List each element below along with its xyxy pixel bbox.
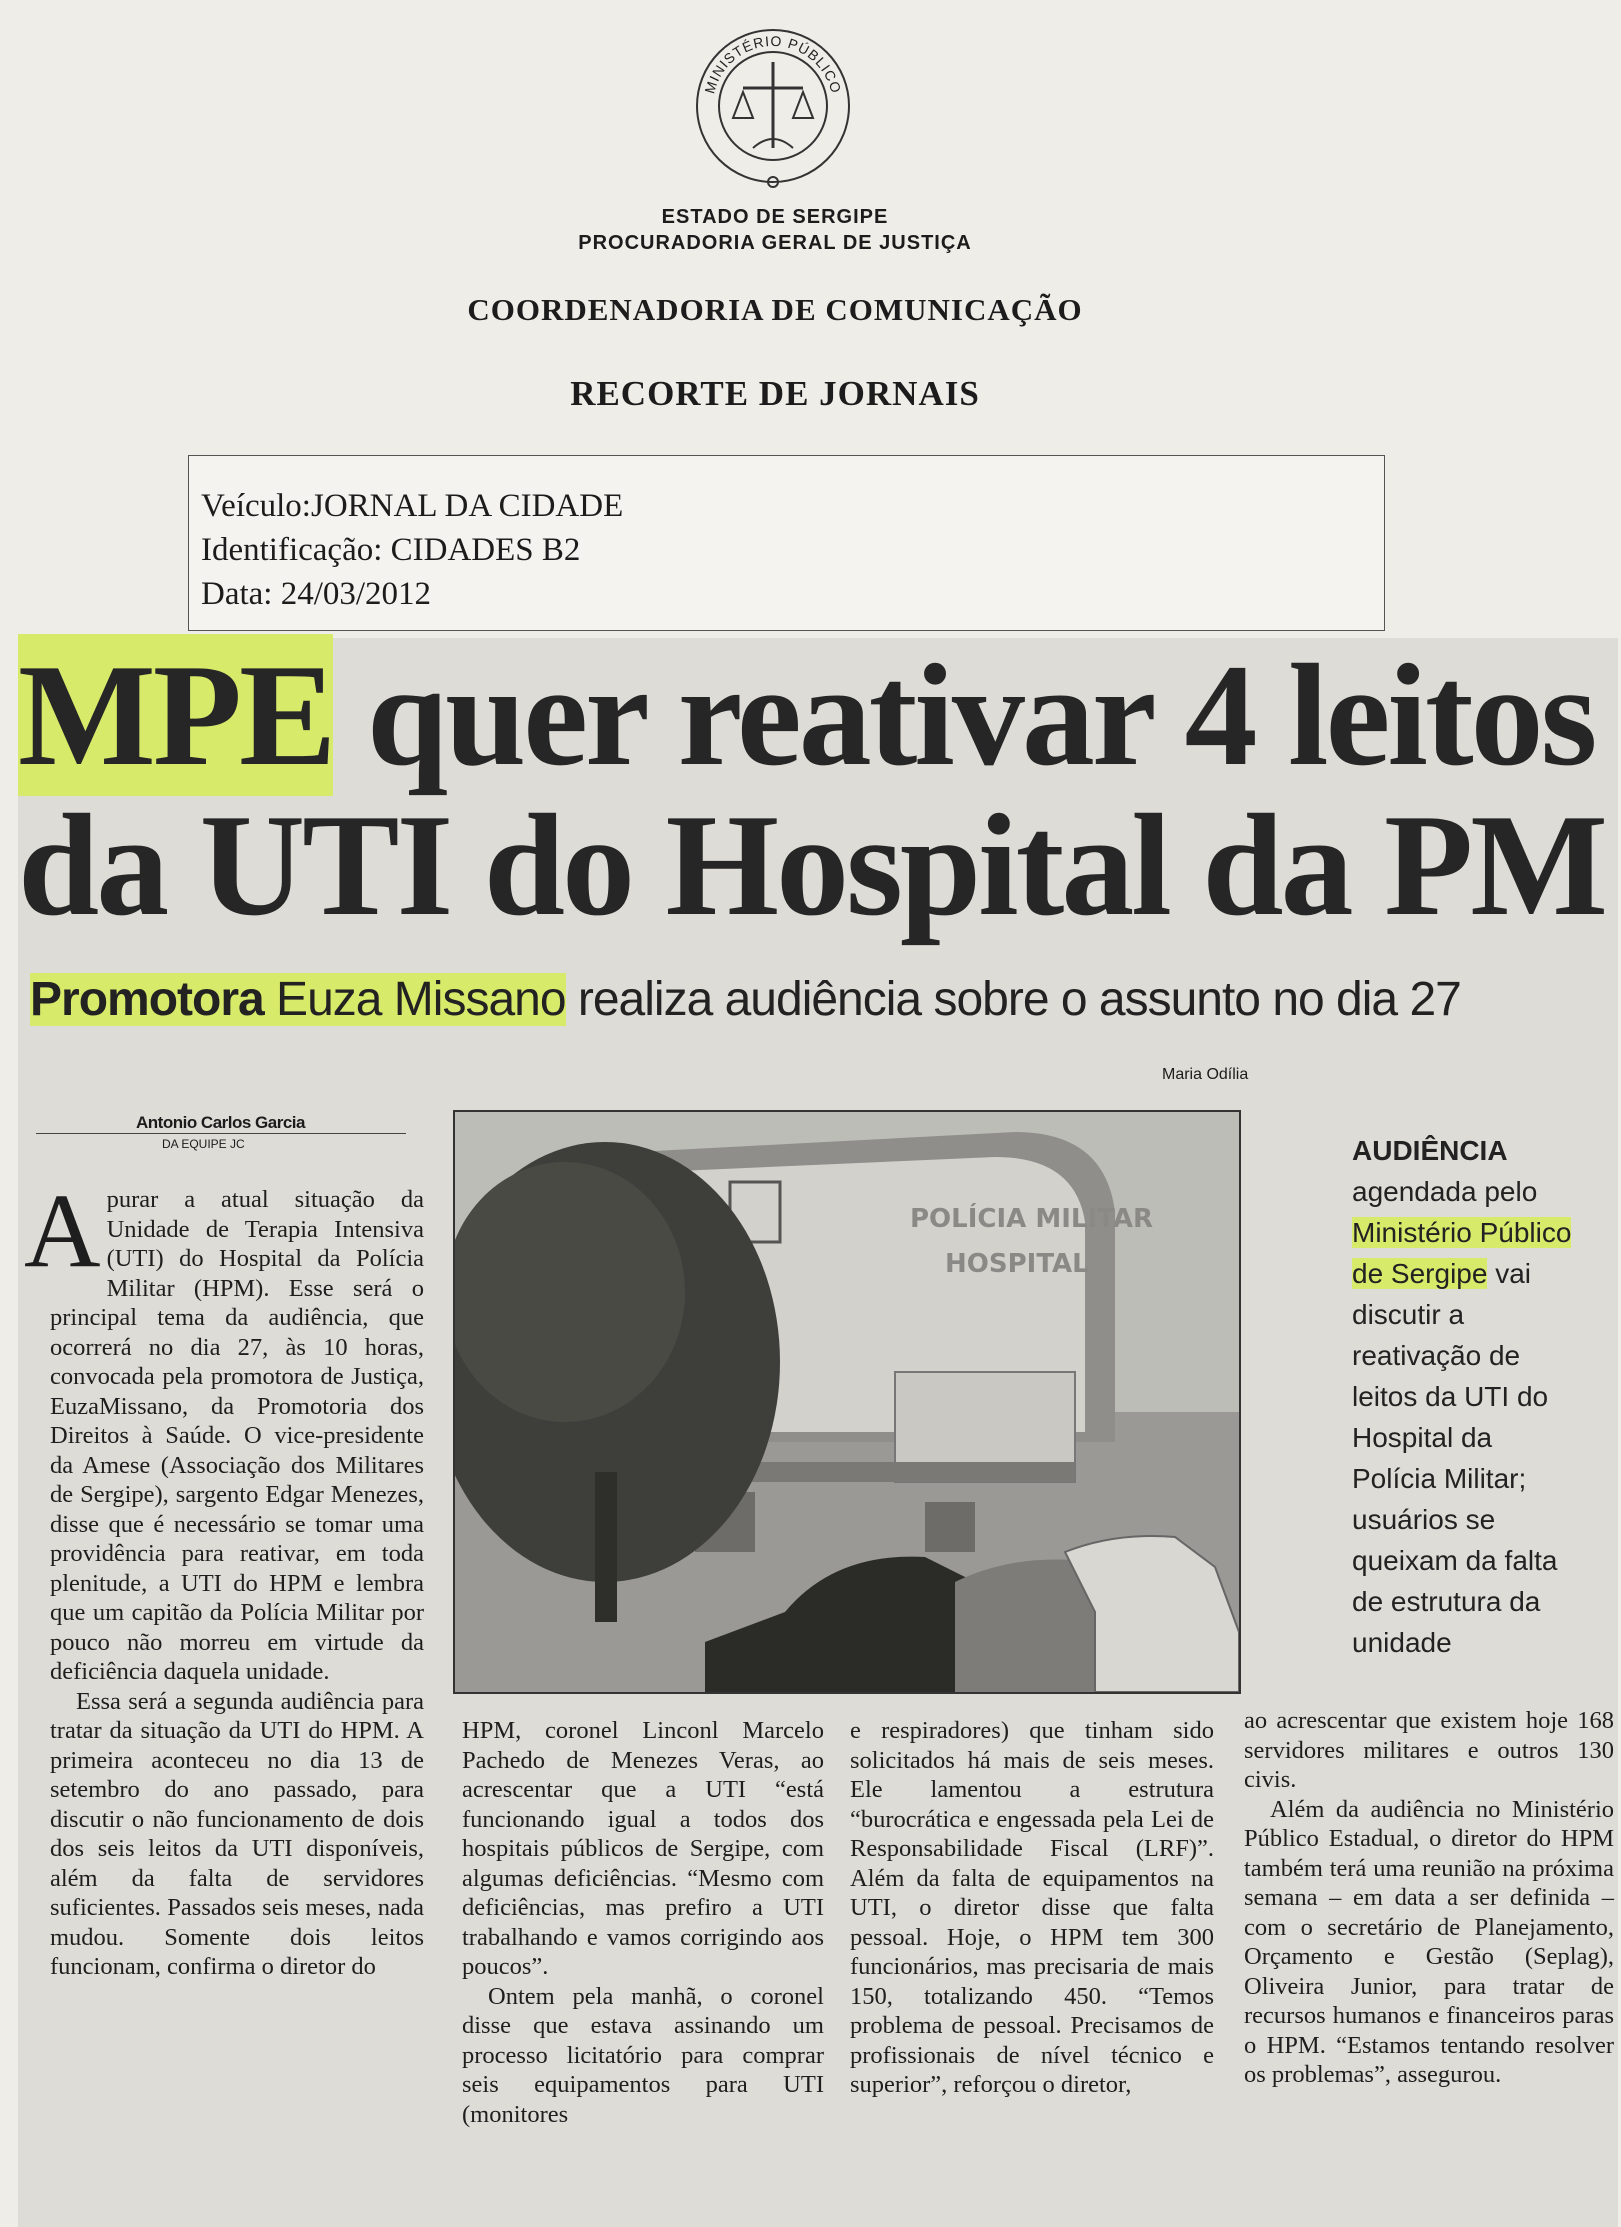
subhead-bold: Promotora bbox=[30, 973, 264, 1026]
caption-highlight: Ministério Público de Sergipe bbox=[1352, 1217, 1572, 1289]
caption-text-b: vai discutir a reativação de leitos da UTI do Hospital da Polícia Militar; usuários se queixam da falta de estrutura da unidade bbox=[1352, 1258, 1558, 1658]
article-column-1 bbox=[24, 1172, 424, 1982]
hospital-photo bbox=[453, 1110, 1241, 1694]
headline-line-1 bbox=[18, 634, 1595, 796]
paragraph: Essa será a segunda audiência para tratar da situação da UTI do HPM. A primeira aconteceu no dia 13 de setembro do ano passado, para discutir o não funcionamento de dois dos seis leitos da UTI disponíveis, além da falta de servidores suficientes. Passados seis meses, nada mudou. Somente dois leitos funcionam, confirma o diretor do bbox=[50, 1687, 424, 1980]
subhead-name: Euza Missano bbox=[276, 973, 566, 1026]
paragraph: e respiradores) que tinham sido solicitados há mais de seis meses. Ele lamentou a estrutura “burocrática e engessada pela Lei de Responsabilidade Fiscal (LRF)”. Além da falta de equipamentos na UTI, o diretor disse que falta pessoal. Hoje, o HPM tem 300 funcionários, mas precisaria de mais 150, totalizando 450. “Temos problema de pessoal. Precisamos de profissionais de nível técnico e superior”, reforçou o diretor, bbox=[850, 1717, 1214, 2098]
paragraph: HPM, coronel Linconl Marcelo Pachedo de Menezes Veras, ao acrescentar que a UTI “está funcionando igual a todos dos hospitais públicos de Sergipe, com algumas deficiências. “Mesmo com deficiências, mas prefiro a UTI trabalhando e vamos corrigindo aos poucos”. bbox=[462, 1717, 824, 1980]
header-state: ESTADO DE SERGIPE bbox=[661, 206, 889, 228]
paragraph: ao acrescentar que existem hoje 168 servidores militares e outros 130 civis. bbox=[1244, 1707, 1614, 1793]
article-column-3 bbox=[850, 1716, 1214, 2100]
subhead-rest: realiza audiência sobre o assunto no dia 27 bbox=[565, 973, 1461, 1026]
header-coordenadoria: COORDENADORIA DE COMUNICAÇÃO bbox=[467, 292, 1083, 327]
caption-text-a: agendada pelo bbox=[1352, 1176, 1538, 1207]
header-recorte: RECORTE DE JORNAIS bbox=[570, 374, 980, 413]
clipping-meta-box bbox=[188, 455, 1385, 631]
photo-caption bbox=[1352, 1130, 1582, 1663]
headline-rest: quer reativar 4 leitos bbox=[333, 634, 1595, 796]
meta-identificacao: Identificação: CIDADES B2 bbox=[201, 532, 581, 568]
byline-team: DA EQUIPE JC bbox=[162, 1137, 245, 1151]
byline-rule bbox=[36, 1133, 406, 1134]
paragraph-text: purar a atual situação da Unidade de Terapia Intensiva (UTI) do Hospital da Polícia Militar (HPM). Esse será o principal tema da audiência, que ocorrerá no dia 27, às 10 horas, convocada pela promotora de Justiça, EuzaMissano, da Promotoria dos Direitos à Saúde. O vice-presidente da Amese (Associação dos Militares de Sergipe), sargento Edgar Menezes, disse que é necessário se tomar uma providência para reativar, em toda plenitude, a UTI do HPM e lembra que um capitão da Polícia Militar por pouco não morreu em virtude da deficiência daquela unidade. bbox=[50, 1186, 424, 1685]
subheadline bbox=[30, 972, 1461, 1027]
meta-data: Data: 24/03/2012 bbox=[201, 576, 432, 612]
article-column-4 bbox=[1244, 1706, 1614, 2090]
drop-cap: A bbox=[24, 1172, 101, 1289]
photo-credit: Maria Odília bbox=[1162, 1066, 1249, 1083]
svg-text:MINISTÉRIO PÚBLICO: MINISTÉRIO PÚBLICO bbox=[701, 32, 845, 96]
meta-veiculo: Veículo:JORNAL DA CIDADE bbox=[201, 488, 624, 524]
ministerio-publico-seal bbox=[693, 18, 853, 188]
paragraph bbox=[24, 1172, 424, 1687]
caption-title: AUDIÊNCIA bbox=[1352, 1135, 1508, 1166]
headline-highlight: MPE bbox=[18, 634, 334, 796]
byline: Antonio Carlos Garcia bbox=[136, 1113, 305, 1132]
photo-sign-1: POLÍCIA MILITAR bbox=[910, 1204, 1153, 1234]
photo-sign-2: HOSPITAL bbox=[945, 1249, 1089, 1279]
article-column-2 bbox=[462, 1716, 824, 2129]
paragraph: Ontem pela manhã, o coronel disse que estava assinando um processo licitatório para comprar seis equipamentos para UTI (monitores bbox=[462, 1982, 824, 2128]
header-procuradoria: PROCURADORIA GERAL DE JUSTIÇA bbox=[578, 232, 972, 254]
paragraph: Além da audiência no Ministério Público Estadual, o diretor do HPM também terá uma reunião na próxima semana – em data a ser definida – com o secretário de Planejamento, Orçamento e Gestão (Seplag), Oliveira Junior, para tratar de recursos humanos e financeiros paras o HPM. “Estamos tentando resolver os problemas”, assegurou. bbox=[1244, 1795, 1614, 2088]
headline-line-2: da UTI do Hospital da PM bbox=[18, 784, 1606, 946]
